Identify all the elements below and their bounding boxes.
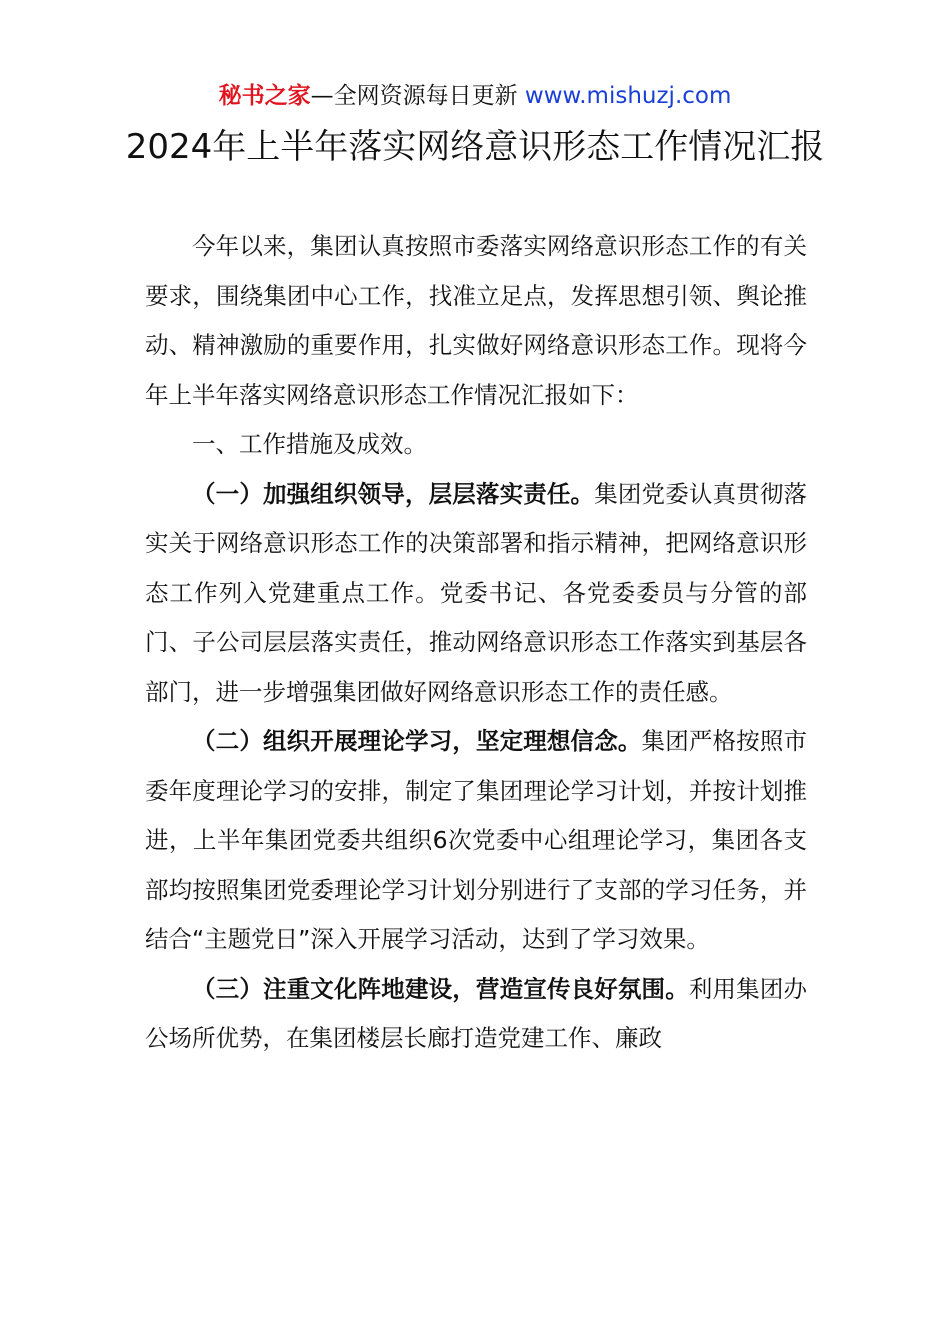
site-url-link[interactable]: www.mishuzj.com [524,83,732,109]
item-lead-1: （一）加强组织领导，层层落实责任。 [192,479,595,508]
document-body [145,222,807,1064]
item-paragraph-3 [145,965,807,1064]
section-heading: 一、工作措施及成效。 [192,430,427,458]
item-body-3: 利用集团办公场所优势，在集团楼层长廊打造党建工作、廉政 [145,974,807,1052]
site-header [0,80,950,112]
item-paragraph-1 [145,470,807,718]
item-body-2: 集团严格按照市委年度理论学习的安排，制定了集团理论学习计划，并按计划推进，上半年集团党委共组织6次党委中心组理论学习，集团各支部均按照集团党委理论学习计划分别进行了支部的学习任务，并结合“主题党日”深入开展学习活动，达到了学习效果。 [145,727,808,953]
intro-paragraph: 今年以来，集团认真按照市委落实网络意识形态工作的有关要求，围绕集团中心工作，找准立足点，发挥思想引领、舆论推动、精神激励的重要作用，扎实做好网络意识形态工作。现将今年上半年落实网络意识形态工作情况汇报如下： [145,232,807,409]
item-body-1: 集团党委认真贯彻落实关于网络意识形态工作的决策部署和指示精神，把网络意识形态工作列入党建重点工作。党委书记、各党委委员与分管的部门、子公司层层落实责任，推动网络意识形态工作落实到基层各部门，进一步增强集团做好网络意识形态工作的责任感。 [145,479,808,706]
brand-name: 秘书之家 [218,83,311,109]
item-lead-2: （二）组织开展理论学习，坚定理想信念。 [192,727,642,755]
item-paragraph-2 [145,717,807,965]
item-lead-3: （三）注重文化阵地建设，营造宣传良好氛围。 [192,974,689,1003]
document-title: 2024年上半年落实网络意识形态工作情况汇报 [125,127,825,167]
header-tagline: —全网资源每日更新 [310,83,518,109]
